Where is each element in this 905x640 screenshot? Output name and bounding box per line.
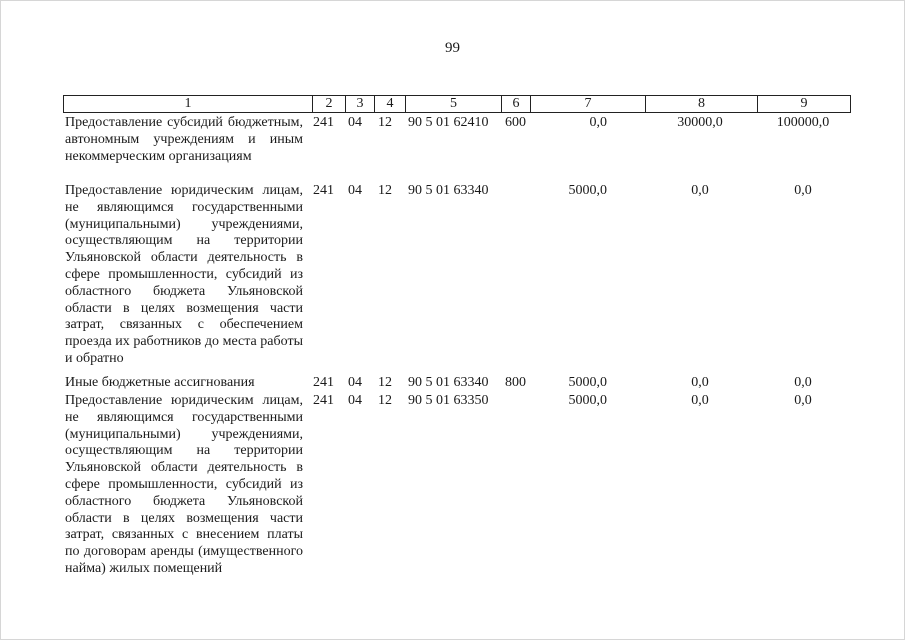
row-value-8: 0,0 xyxy=(691,393,709,408)
row-description: Предоставление юридическим лицам, не являющимся государственными (муниципальными) учреждениями, осуществляющим на территории Ульяновской области деятельность в сфере промышленности, субсидий из областного бюджета Ульяновской области в целях возмещения части затрат, связанных с внесением платы по договорам аренды (имущественного найма) жилых помещений xyxy=(65,393,303,576)
row-value-9: 100000,0 xyxy=(776,115,830,130)
row-code-2: 241 xyxy=(313,115,334,130)
row-code-6: 600 xyxy=(505,115,526,130)
page-number: 99 xyxy=(445,40,460,56)
row-code-2: 241 xyxy=(313,375,334,390)
row-value-8: 0,0 xyxy=(691,375,709,390)
row-code-4: 12 xyxy=(378,393,392,408)
row-value-7: 5000,0 xyxy=(568,183,607,198)
row-code-5: 90 5 01 62410 xyxy=(408,115,489,130)
row-value-8: 0,0 xyxy=(691,183,709,198)
row-code-4: 12 xyxy=(378,375,392,390)
row-code-3: 04 xyxy=(348,115,362,130)
row-value-9: 0,0 xyxy=(794,393,812,408)
row-code-6: 800 xyxy=(505,375,526,390)
header-col-1: 1 xyxy=(64,96,313,113)
row-code-4: 12 xyxy=(378,183,392,198)
row-code-3: 04 xyxy=(348,393,362,408)
table-header xyxy=(63,95,851,113)
row-value-8: 30000,0 xyxy=(677,115,723,130)
row-code-5: 90 5 01 63340 xyxy=(408,183,489,198)
header-col-6: 6 xyxy=(502,96,531,113)
header-col-5: 5 xyxy=(406,96,502,113)
row-description: Предоставление субсидий бюджетным, автономным учреждениям и иным некоммерческим организациям xyxy=(65,115,303,164)
header-col-7: 7 xyxy=(531,96,646,113)
row-code-2: 241 xyxy=(313,393,334,408)
row-code-5: 90 5 01 63350 xyxy=(408,393,489,408)
row-value-7: 5000,0 xyxy=(568,375,607,390)
row-code-3: 04 xyxy=(348,183,362,198)
row-code-4: 12 xyxy=(378,115,392,130)
row-code-3: 04 xyxy=(348,375,362,390)
row-code-5: 90 5 01 63340 xyxy=(408,375,489,390)
row-description: Иные бюджетные ассигнования xyxy=(65,375,255,390)
row-description: Предоставление юридическим лицам, не являющимся государственными (муниципальными) учреждениями, осуществляющим на территории Ульяновской области деятельность в сфере промышленности, субсидий из областного бюджета Ульяновской области в целях возмещения части затрат, связанных с обеспечением проезда их работников до места работы и обратно xyxy=(65,183,303,366)
row-value-7: 5000,0 xyxy=(568,393,607,408)
row-code-2: 241 xyxy=(313,183,334,198)
header-col-3: 3 xyxy=(346,96,375,113)
header-col-4: 4 xyxy=(375,96,406,113)
header-col-8: 8 xyxy=(646,96,758,113)
row-value-9: 0,0 xyxy=(794,375,812,390)
row-value-9: 0,0 xyxy=(794,183,812,198)
row-value-7: 0,0 xyxy=(589,115,607,130)
header-col-2: 2 xyxy=(313,96,346,113)
header-col-9: 9 xyxy=(758,96,851,113)
